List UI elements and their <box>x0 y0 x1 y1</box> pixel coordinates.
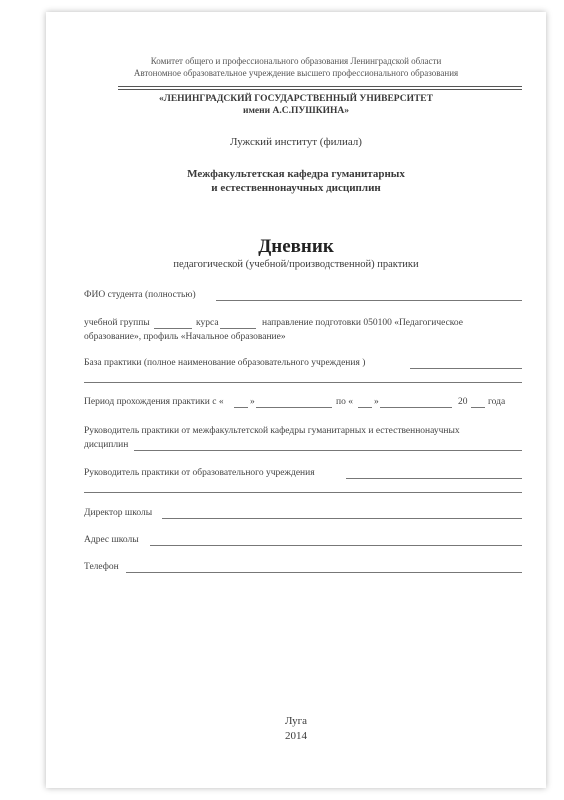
base-blank-2 <box>84 372 522 383</box>
footer-year: 2014 <box>285 730 307 742</box>
field-phone <box>84 562 522 572</box>
period-quote-1: » <box>250 397 255 407</box>
phone-blank <box>126 562 522 573</box>
document-title: Дневник <box>258 236 334 257</box>
field-student-name <box>84 290 522 300</box>
field-address <box>84 535 522 545</box>
field-director <box>84 508 522 518</box>
student-name-blank <box>216 290 522 301</box>
group-label: учебной группы <box>84 318 150 328</box>
phone-label: Телефон <box>84 562 119 572</box>
field-supervisor-school <box>84 468 522 478</box>
period-day-start-blank <box>234 397 248 408</box>
period-label: Период прохождения практики с « <box>84 397 224 407</box>
header-rule-bottom <box>118 89 522 90</box>
header-rule-top <box>118 86 522 87</box>
course-blank <box>220 318 256 329</box>
university-line-2: имени А.С.ПУШКИНА» <box>242 106 350 116</box>
document-subtitle: педагогической (учебной/производственной) практики <box>173 259 419 270</box>
department-line-1: Межфакультетская кафедра гуманитарных <box>187 168 405 180</box>
period-day-end-blank <box>358 397 372 408</box>
supervisor-dept-blank <box>134 440 522 451</box>
field-base <box>84 358 522 368</box>
university-line-1: «ЛЕНИНГРАДСКИЙ ГОСУДАРСТВЕННЫЙ УНИВЕРСИТЕТ <box>159 94 433 104</box>
supervisor-school-label: Руководитель практики от образовательного учреждения <box>84 468 315 478</box>
period-year-label: 20 <box>458 397 468 407</box>
period-month-end-blank <box>380 397 452 408</box>
direction-line-2: образование», профиль «Начальное образование» <box>84 332 286 342</box>
address-label: Адрес школы <box>84 535 139 545</box>
direction-line-1: направление подготовки 050100 «Педагогическое <box>262 318 463 328</box>
period-year-suffix: года <box>488 397 506 407</box>
field-period <box>84 397 522 407</box>
period-po-label: по « <box>336 397 353 407</box>
footer-city: Луга <box>284 715 308 727</box>
director-blank <box>162 508 522 519</box>
institute-name: Лужский институт (филиал) <box>230 136 362 148</box>
field-student-name-label: ФИО студента (полностью) <box>84 290 196 300</box>
base-label: База практики (полное наименование образовательного учреждения ) <box>84 358 366 368</box>
group-blank <box>154 318 192 329</box>
address-blank <box>150 535 522 546</box>
director-label: Директор школы <box>84 508 153 518</box>
supervisor-dept-line-2 <box>84 440 522 450</box>
supervisor-school-blank <box>346 468 522 479</box>
field-group <box>84 318 522 328</box>
ministry-line-1: Комитет общего и профессионального образования Ленинградской области <box>150 56 442 66</box>
document-page <box>46 12 546 788</box>
course-label: курса <box>196 318 219 328</box>
period-year-blank <box>471 397 485 408</box>
period-quote-2: » <box>374 397 379 407</box>
department-line-2: и естественнонаучных дисциплин <box>211 182 381 194</box>
ministry-line-2: Автономное образовательное учреждение высшего профессионального образования <box>133 68 459 78</box>
field-supervisor-dept: Руководитель практики от межфакультетской кафедры гуманитарных и естественнонаучных <box>84 426 460 436</box>
supervisor-dept-line-2-label: дисциплин <box>84 440 129 450</box>
period-month-start-blank <box>256 397 332 408</box>
supervisor-school-blank-2 <box>84 482 522 493</box>
base-blank <box>410 358 522 369</box>
